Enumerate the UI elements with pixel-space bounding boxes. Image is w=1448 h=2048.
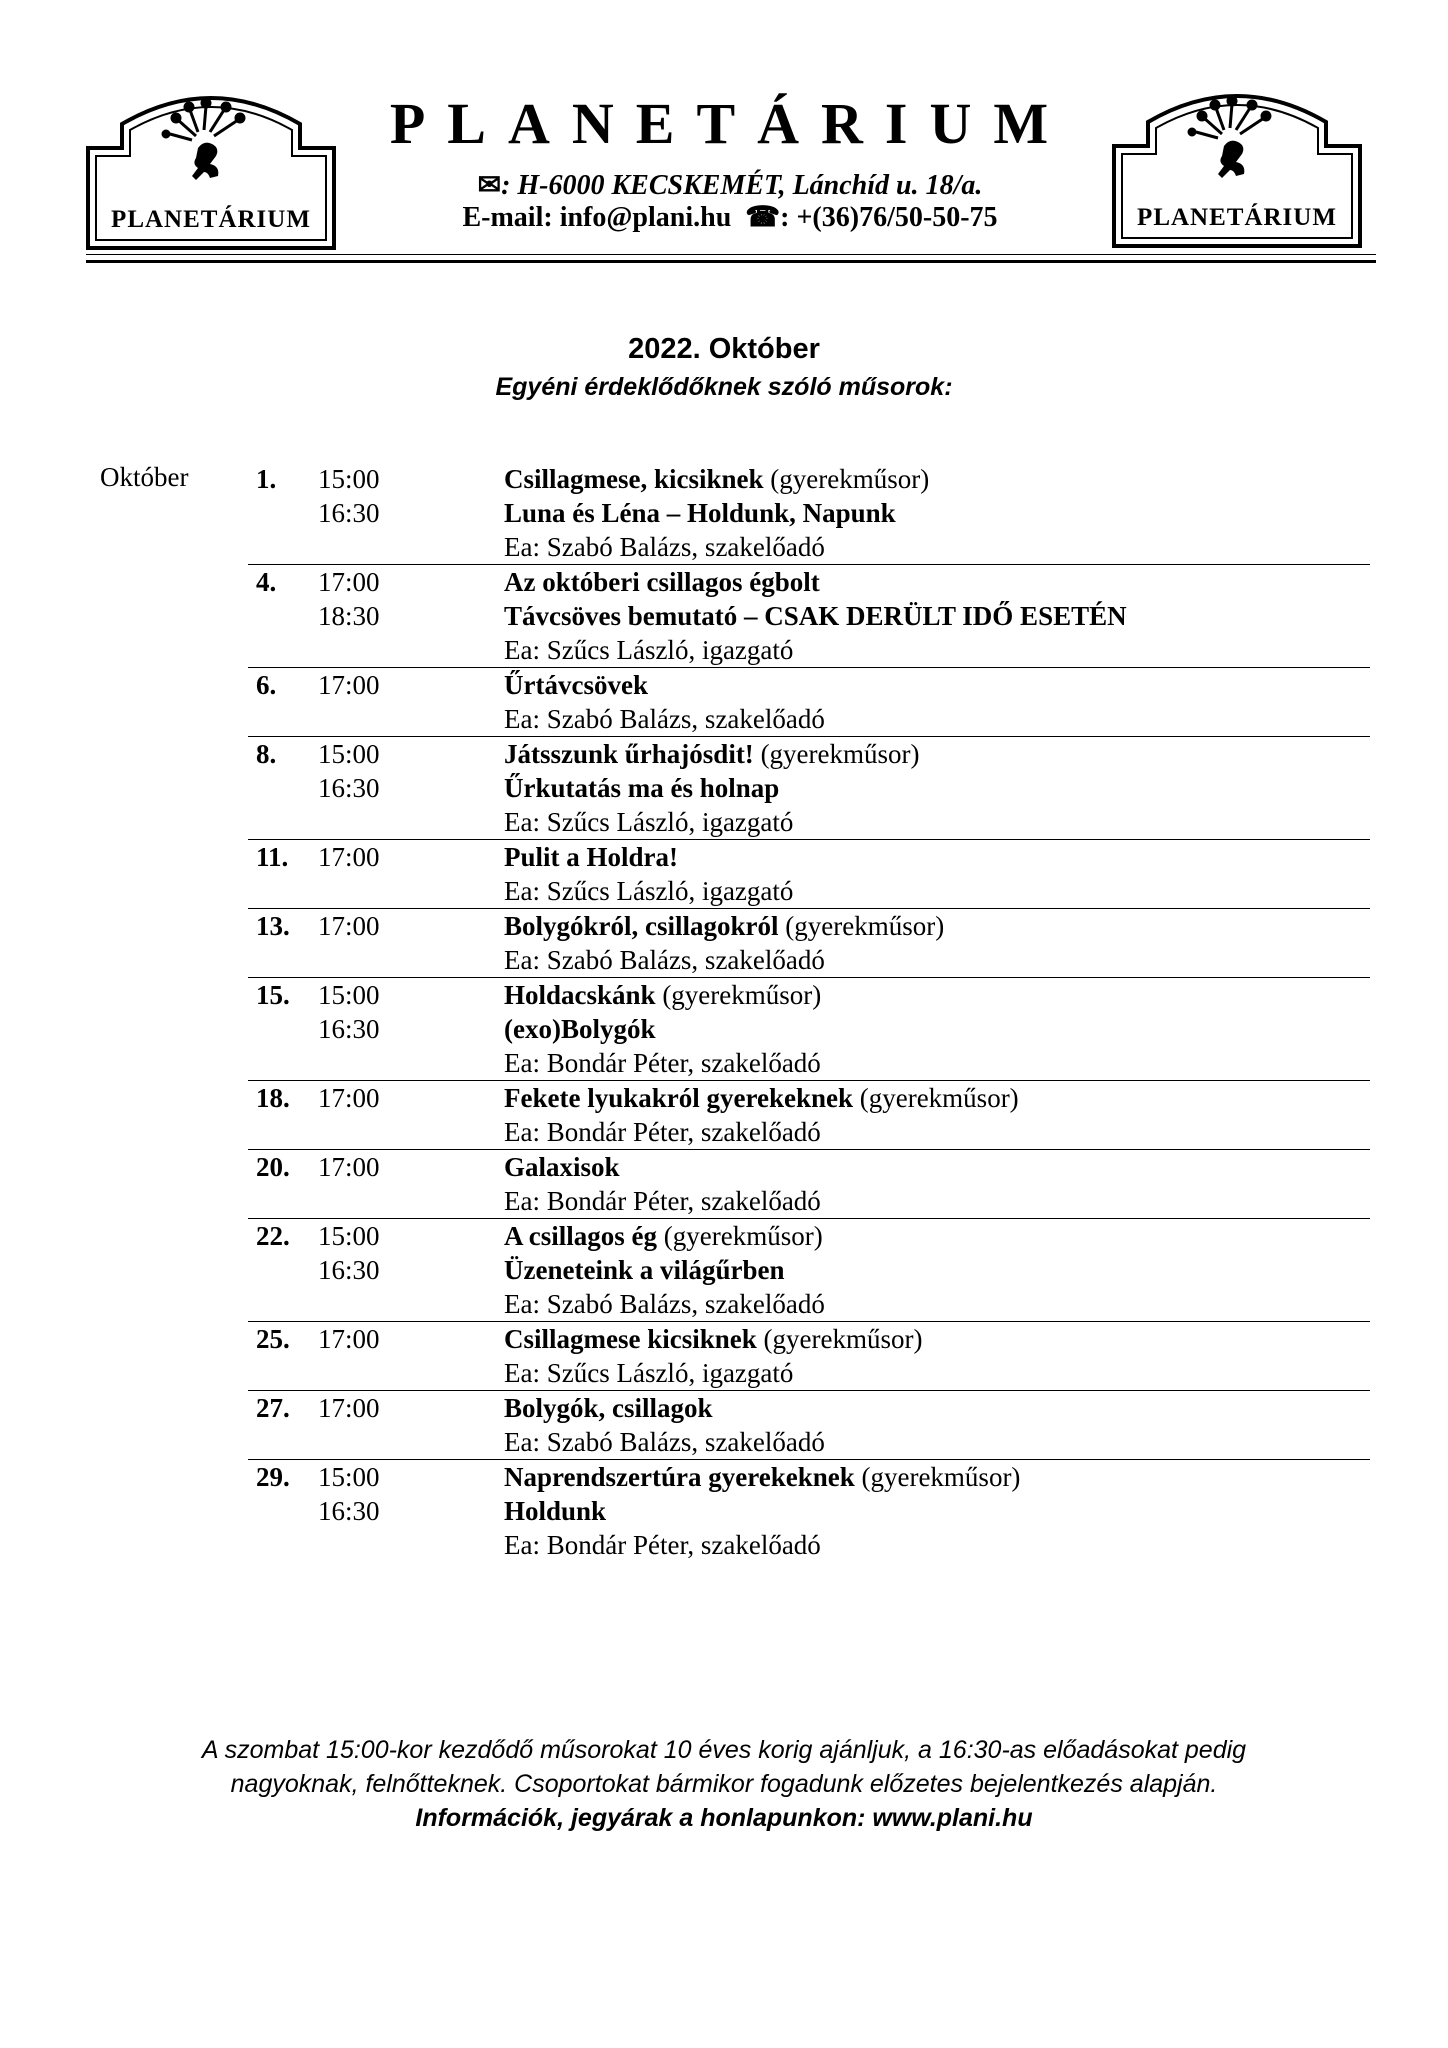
show-title [504, 978, 821, 1012]
show-time: 17:00 [318, 1393, 380, 1423]
schedule-row [248, 840, 1370, 874]
day-number: 18. [256, 1083, 290, 1113]
show-title [504, 565, 820, 599]
presenter: Ea: Bondár Péter, szakelőadó [504, 1530, 821, 1560]
header-contact [380, 200, 1080, 234]
show-title [504, 599, 1127, 633]
day-block [248, 1391, 1370, 1460]
schedule-row [248, 909, 1370, 943]
show-title [504, 1046, 821, 1080]
show-note: (gyerekműsor) [657, 1221, 823, 1251]
show-title [504, 771, 779, 805]
header-divider-thick [86, 260, 1376, 263]
show-time: 17:00 [318, 670, 380, 700]
day-block [248, 1081, 1370, 1150]
day-block [248, 668, 1370, 737]
show-time: 17:00 [318, 1324, 380, 1354]
show-time: 15:00 [318, 980, 380, 1010]
show-title [504, 943, 825, 977]
day-number: 6. [256, 670, 277, 700]
show-time: 15:00 [318, 739, 380, 769]
show-time: 16:30 [318, 1496, 380, 1526]
show-time: 17:00 [318, 567, 380, 597]
day-block [248, 1460, 1370, 1562]
show-name: Luna és Léna – Holdunk, Napunk [504, 498, 896, 528]
day-number: 22. [256, 1221, 290, 1251]
schedule-row [248, 496, 1370, 530]
day-number: 20. [256, 1152, 290, 1182]
show-note: (gyerekműsor) [655, 980, 822, 1010]
day-block [248, 840, 1370, 909]
day-number: 15. [256, 980, 290, 1010]
show-note: (gyerekműsor) [778, 911, 945, 941]
show-time: 18:30 [318, 601, 380, 631]
presenter: Ea: Szabó Balázs, szakelőadó [504, 704, 825, 734]
show-title [504, 1287, 825, 1321]
show-title [504, 1425, 825, 1459]
schedule-row [248, 1391, 1370, 1425]
day-block [248, 462, 1370, 565]
day-number: 13. [256, 911, 290, 941]
show-title [504, 462, 929, 496]
show-note: (gyerekműsor) [763, 464, 930, 494]
schedule-row [248, 943, 1370, 977]
day-block [248, 978, 1370, 1081]
show-title [504, 668, 648, 702]
schedule-row [248, 874, 1370, 908]
schedule-row [248, 1253, 1370, 1287]
show-name: Bolygók, csillagok [504, 1393, 713, 1423]
show-name: Csillagmese, kicsiknek [504, 464, 764, 494]
presenter: Ea: Szabó Balázs, szakelőadó [504, 1289, 825, 1319]
show-name: Távcsöves bemutató – CSAK DERÜLT IDŐ ESETÉN [504, 601, 1127, 631]
show-title [504, 1115, 821, 1149]
show-title [504, 737, 920, 771]
schedule-table [248, 462, 1370, 1562]
show-time: 16:30 [318, 1255, 380, 1285]
header-divider-thin [86, 254, 1376, 255]
schedule-row [248, 1184, 1370, 1218]
schedule-row [248, 1115, 1370, 1149]
schedule-row [248, 1425, 1370, 1459]
address-text: : H-6000 KECSKEMÉT, Lánchíd u. 18/a. [501, 170, 983, 201]
schedule-row [248, 1494, 1370, 1528]
schedule-row [248, 1012, 1370, 1046]
show-name: Bolygókról, csillagokról [504, 911, 779, 941]
show-time: 16:30 [318, 773, 380, 803]
envelope-icon: ✉ [477, 170, 502, 201]
show-time: 16:30 [318, 498, 380, 528]
show-title [504, 909, 944, 943]
schedule-row [248, 1460, 1370, 1494]
show-time: 17:00 [318, 911, 380, 941]
day-block [248, 909, 1370, 978]
logo-text: PLANETÁRIUM [1137, 204, 1337, 231]
schedule-row [248, 1528, 1370, 1562]
show-name: Üzeneteink a világűrben [504, 1255, 785, 1285]
presenter: Ea: Szabó Balázs, szakelőadó [504, 945, 825, 975]
telephone-icon: ☎ [745, 202, 781, 233]
show-title [504, 1081, 1019, 1115]
schedule-row [248, 702, 1370, 736]
presenter: Ea: Bondár Péter, szakelőadó [504, 1048, 821, 1078]
month-label: Október [100, 462, 189, 492]
schedule-row [248, 530, 1370, 564]
show-note: (gyerekműsor) [854, 1462, 1021, 1492]
header-address [380, 168, 1080, 202]
schedule-row [248, 1219, 1370, 1253]
day-block [248, 1219, 1370, 1322]
schedule-row [248, 599, 1370, 633]
presenter: Ea: Szűcs László, igazgató [504, 876, 794, 906]
schedule-row [248, 668, 1370, 702]
show-name: Galaxisok [504, 1152, 620, 1182]
planetarium-logo-left [86, 90, 336, 250]
show-title [504, 1253, 785, 1287]
show-title [504, 1391, 713, 1425]
presenter: Ea: Szűcs László, igazgató [504, 807, 794, 837]
show-note: (gyerekműsor) [753, 739, 920, 769]
show-title [504, 1460, 1020, 1494]
show-title [504, 874, 793, 908]
phone-text: : +(36)76/50-50-75 [780, 202, 998, 233]
show-title [504, 633, 793, 667]
presenter: Ea: Szűcs László, igazgató [504, 1358, 794, 1388]
show-title [504, 1528, 821, 1562]
schedule-row [248, 1150, 1370, 1184]
schedule-row [248, 1322, 1370, 1356]
presenter: Ea: Szűcs László, igazgató [504, 635, 794, 665]
day-block [248, 737, 1370, 840]
schedule-row [248, 1287, 1370, 1321]
presenter: Ea: Szabó Balázs, szakelőadó [504, 532, 825, 562]
show-title [504, 840, 678, 874]
show-title [504, 496, 896, 530]
show-title [504, 805, 793, 839]
logo-text: PLANETÁRIUM [111, 206, 311, 233]
schedule-row [248, 565, 1370, 599]
page-subtitle: Egyéni érdeklődőknek szóló műsorok: [495, 373, 953, 401]
show-name: Fekete lyukakról gyerekeknek [504, 1083, 853, 1113]
schedule-row [248, 1081, 1370, 1115]
show-time: 15:00 [318, 1221, 380, 1251]
show-title [504, 1322, 922, 1356]
show-name: (exo)Bolygók [504, 1014, 656, 1044]
show-name: Űrkutatás ma és holnap [504, 773, 780, 803]
show-title [504, 1150, 620, 1184]
show-time: 15:00 [318, 1462, 380, 1492]
day-block [248, 1150, 1370, 1219]
presenter: Ea: Bondár Péter, szakelőadó [504, 1117, 821, 1147]
show-time: 15:00 [318, 464, 380, 494]
day-number: 8. [256, 739, 277, 769]
show-name: A csillagos ég [504, 1221, 657, 1251]
show-name: Holdacskánk [504, 980, 656, 1010]
day-block [248, 565, 1370, 668]
schedule-row [248, 633, 1370, 667]
schedule-row [248, 1356, 1370, 1390]
show-title [504, 1494, 606, 1528]
show-time: 17:00 [318, 842, 380, 872]
schedule-row [248, 737, 1370, 771]
show-time: 16:30 [318, 1014, 380, 1044]
show-name: Űrtávcsövek [504, 670, 648, 700]
show-time: 17:00 [318, 1083, 380, 1113]
footer-line: nagyoknak, felnőtteknek. Csoportokat bármikor fogadunk előzetes bejelentkezés alapján. [230, 1770, 1218, 1798]
day-number: 29. [256, 1462, 290, 1492]
footer-notes [0, 1733, 1448, 1835]
show-title [504, 530, 825, 564]
day-block [248, 1322, 1370, 1391]
schedule-row [248, 1046, 1370, 1080]
day-number: 1. [256, 464, 277, 494]
day-number: 25. [256, 1324, 290, 1354]
schedule-row [248, 462, 1370, 496]
show-title [504, 702, 825, 736]
schedule-row [248, 978, 1370, 1012]
show-title [504, 1356, 793, 1390]
show-title [504, 1012, 656, 1046]
page-title: 2022. Október [628, 333, 820, 365]
day-number: 11. [256, 842, 289, 872]
presenter: Ea: Szabó Balázs, szakelőadó [504, 1427, 825, 1457]
show-title [504, 1184, 821, 1218]
show-name: Naprendszertúra gyerekeknek [504, 1462, 855, 1492]
show-note: (gyerekműsor) [852, 1083, 1019, 1113]
show-name: Holdunk [504, 1496, 607, 1526]
show-name: Az októberi csillagos égbolt [504, 567, 820, 597]
show-note: (gyerekműsor) [756, 1324, 923, 1354]
schedule-row [248, 805, 1370, 839]
presenter: Ea: Bondár Péter, szakelőadó [504, 1186, 821, 1216]
show-time: 17:00 [318, 1152, 380, 1182]
footer-website-info: Információk, jegyárak a honlapunkon: www.plani.hu [415, 1804, 1033, 1832]
day-number: 27. [256, 1393, 290, 1423]
footer-line: A szombat 15:00-kor kezdődő műsorokat 10 éves korig ajánljuk, a 16:30-as előadásokat pedig [201, 1736, 1247, 1764]
schedule-row [248, 771, 1370, 805]
day-number: 4. [256, 567, 277, 597]
show-title [504, 1219, 823, 1253]
planetarium-logo-right [1112, 88, 1362, 248]
header-title: PLANETÁRIUM [389, 91, 1071, 156]
show-name: Pulit a Holdra! [504, 842, 678, 872]
show-name: Játsszunk űrhajósdit! [504, 739, 754, 769]
email-text: E-mail: info@plani.hu [462, 202, 732, 233]
show-name: Csillagmese kicsiknek [504, 1324, 757, 1354]
